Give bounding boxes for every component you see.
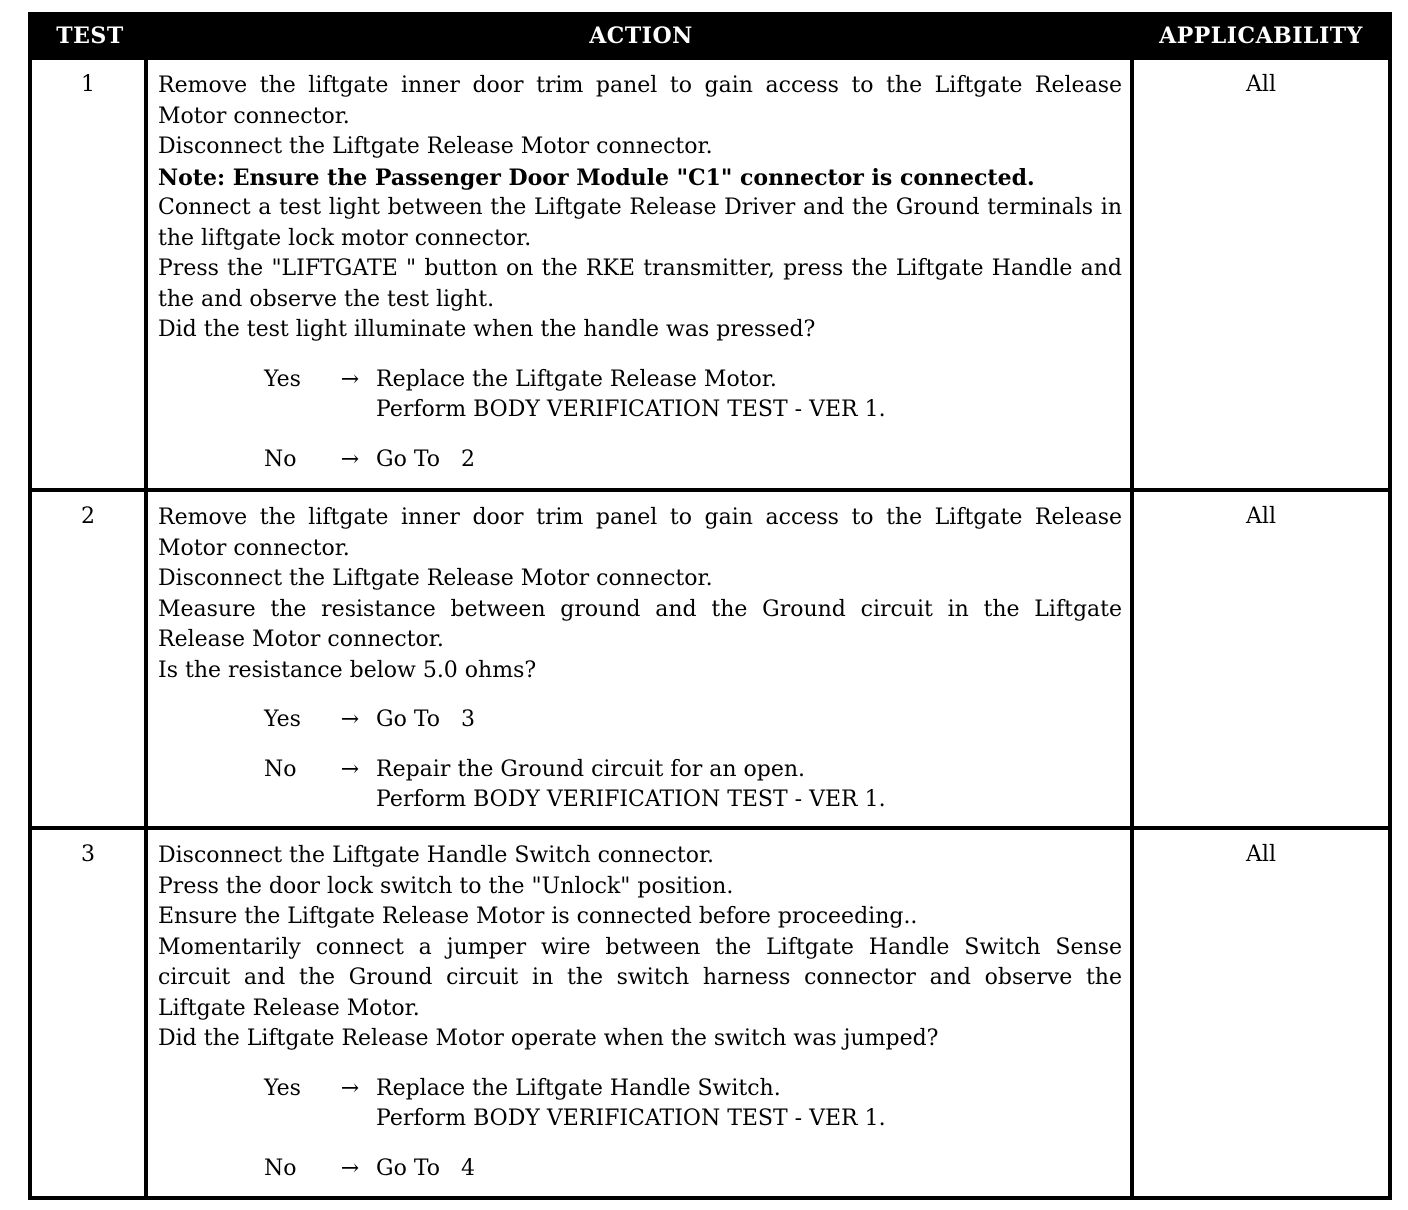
action-line: Remove the liftgate inner door trim panel to gain access to the Liftgate Release Motor connector. — [158, 73, 1122, 129]
right-arrow-icon: → — [340, 756, 360, 782]
right-arrow-icon: → — [340, 446, 360, 472]
option-result — [376, 1154, 1122, 1185]
option-result — [376, 755, 1122, 816]
option-label: Yes — [264, 366, 301, 392]
test-number: 2 — [32, 492, 148, 826]
action-line: Press the "LIFTGATE " button on the RKE transmitter, press the Liftgate Handle and the and observe the test light. — [158, 256, 1122, 312]
applicability-value: All — [1246, 72, 1276, 97]
result-line: Perform BODY VERIFICATION TEST - VER 1. — [376, 397, 886, 422]
result-line: Go To 4 — [376, 1155, 475, 1181]
action-cell — [148, 60, 1134, 488]
action-question: Is the resistance below 5.0 ohms? — [158, 657, 537, 683]
action-line: Ensure the Liftgate Release Motor is connected before proceeding.. — [158, 904, 918, 929]
action-line: Disconnect the Liftgate Release Motor connector. — [158, 566, 713, 591]
result-line: Perform BODY VERIFICATION TEST - VER 1. — [376, 787, 886, 812]
action-note: Note: Ensure the Passenger Door Module "C1" connector is connected. — [158, 164, 1035, 191]
result-line: Go To 2 — [376, 446, 475, 472]
action-question: Did the test light illuminate when the handle was pressed? — [158, 317, 816, 342]
option-yes — [158, 1074, 1122, 1135]
option-result — [376, 445, 1122, 476]
action-cell — [148, 492, 1134, 826]
option-yes — [158, 365, 1122, 426]
header-action: ACTION — [589, 23, 693, 49]
option-no — [158, 755, 1122, 816]
table-header — [32, 16, 1388, 56]
table-row — [32, 826, 1388, 1196]
action-line: Connect a test light between the Liftgate Release Driver and the Ground terminals in the liftgate lock motor connector. — [158, 195, 1122, 251]
action-line: Measure the resistance between ground and the Ground circuit in the Liftgate Release Motor connector. — [158, 596, 1122, 652]
header-applicability: APPLICABILITY — [1159, 23, 1363, 49]
applicability-value: All — [1246, 842, 1276, 867]
option-label: No — [264, 1155, 297, 1181]
action-line: Momentarily connect a jumper wire between the Liftgate Handle Switch Sense circuit and the Ground circuit in the switch harness connector and observe the Liftgate Release Motor. — [158, 934, 1122, 1021]
action-question: Did the Liftgate Release Motor operate when the switch was jumped? — [158, 1026, 939, 1051]
right-arrow-icon: → — [340, 707, 360, 732]
option-result — [376, 365, 1122, 426]
action-line: Disconnect the Liftgate Release Motor connector. — [158, 134, 713, 159]
right-arrow-icon: → — [340, 366, 360, 392]
test-number: 1 — [32, 60, 148, 488]
action-line: Disconnect the Liftgate Handle Switch connector. — [158, 843, 715, 868]
right-arrow-icon: → — [340, 1075, 360, 1101]
action-line: Press the door lock switch to the "Unlock" position. — [158, 873, 734, 899]
table-row — [32, 56, 1388, 488]
result-line: Replace the Liftgate Handle Switch. — [376, 1075, 781, 1101]
option-result — [376, 1074, 1122, 1135]
result-line: Replace the Liftgate Release Motor. — [376, 366, 777, 392]
option-yes — [158, 705, 1122, 736]
right-arrow-icon: → — [340, 1155, 360, 1181]
option-label: No — [264, 446, 297, 472]
option-label: Yes — [264, 1075, 301, 1101]
result-line: Repair the Ground circuit for an open. — [376, 756, 806, 782]
option-no — [158, 445, 1122, 476]
header-test: TEST — [56, 23, 124, 49]
table-row — [32, 488, 1388, 826]
option-label: No — [264, 756, 297, 782]
option-no — [158, 1154, 1122, 1185]
applicability-value: All — [1246, 504, 1276, 529]
result-line: Go To 3 — [376, 707, 475, 732]
option-result — [376, 705, 1122, 736]
option-label: Yes — [264, 707, 301, 732]
diagnostic-table — [28, 12, 1392, 1200]
test-number: 3 — [32, 830, 148, 1196]
action-cell — [148, 830, 1134, 1196]
action-line: Remove the liftgate inner door trim panel to gain access to the Liftgate Release Motor connector. — [158, 505, 1122, 561]
result-line: Perform BODY VERIFICATION TEST - VER 1. — [376, 1106, 886, 1131]
